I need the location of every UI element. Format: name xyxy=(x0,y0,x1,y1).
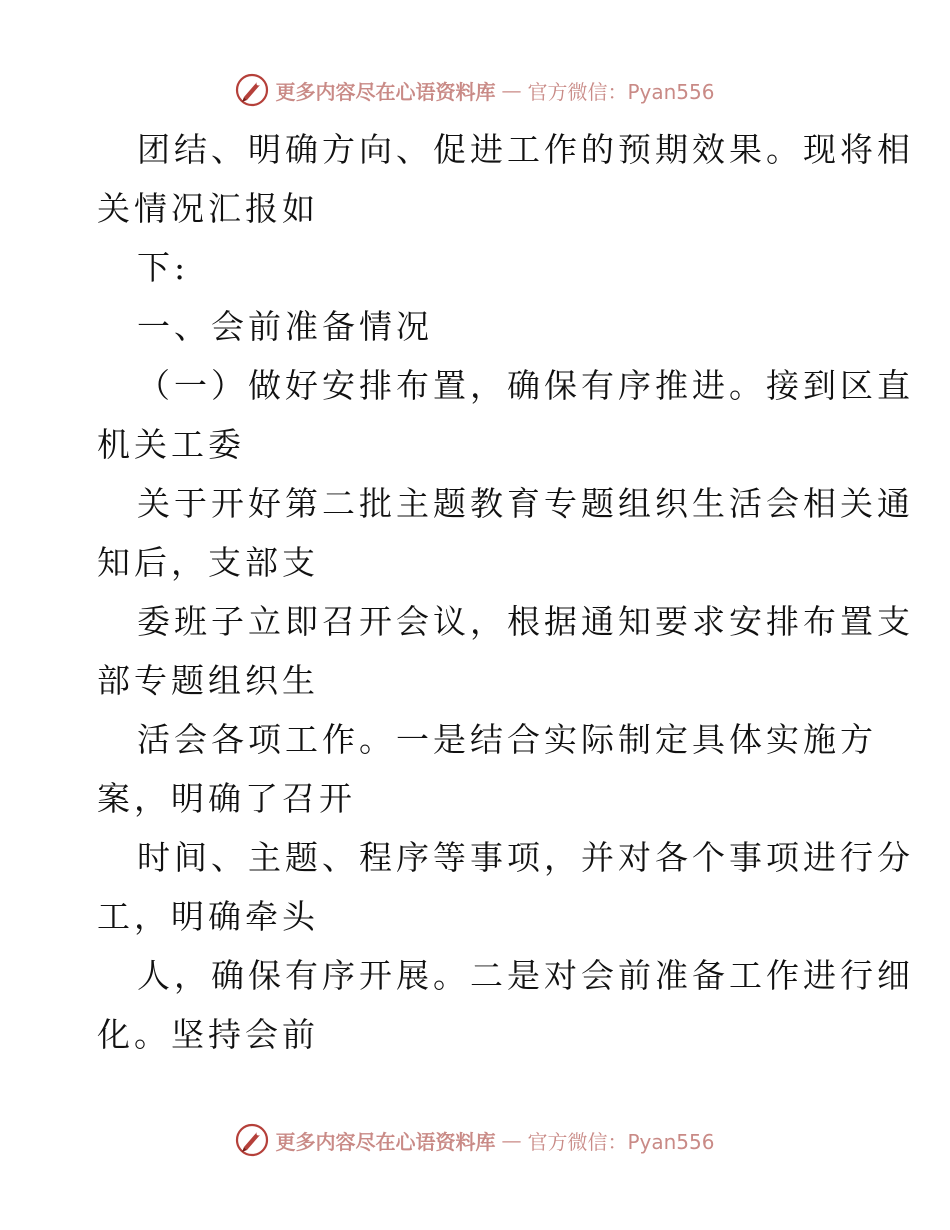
body-line: 团结、明确方向、促进工作的预期效果。现将相 xyxy=(137,130,914,169)
body-line: 化。坚持会前 xyxy=(97,1015,319,1054)
footer-watermark xyxy=(0,1120,950,1160)
body-line: （一）做好安排布置，确保有序推进。接到区直 xyxy=(137,366,914,405)
body-line: 机关工委 xyxy=(97,425,245,464)
body-line: 委班子立即召开会议，根据通知要求安排布置支 xyxy=(137,602,914,641)
body-line: 案，明确了召开 xyxy=(97,779,356,818)
document-body xyxy=(97,120,914,1064)
body-line: 时间、主题、程序等事项，并对各个事项进行分 xyxy=(137,838,914,877)
body-line: 工，明确牵头 xyxy=(97,897,319,936)
pen-logo-icon xyxy=(235,73,269,107)
watermark-wechat-text: 官方微信：Pyan556 xyxy=(527,79,715,104)
watermark-site-text: 更多内容尽在心语资料库 xyxy=(275,79,496,104)
watermark-wechat-text: 官方微信：Pyan556 xyxy=(527,1129,715,1154)
section-heading: 一、会前准备情况 xyxy=(137,307,433,346)
body-line: 下: xyxy=(137,248,190,287)
header-watermark xyxy=(0,70,950,110)
watermark-separator: — xyxy=(501,78,522,102)
watermark-separator: — xyxy=(501,1128,522,1152)
body-line: 知后，支部支 xyxy=(97,543,319,582)
body-line: 部专题组织生 xyxy=(97,661,319,700)
body-line: 活会各项工作。一是结合实际制定具体实施方 xyxy=(137,720,877,759)
body-line: 关于开好第二批主题教育专题组织生活会相关通 xyxy=(137,484,914,523)
pen-logo-icon xyxy=(235,1123,269,1157)
body-line: 关情况汇报如 xyxy=(97,189,319,228)
watermark-site-text: 更多内容尽在心语资料库 xyxy=(275,1129,496,1154)
body-line: 人，确保有序开展。二是对会前准备工作进行细 xyxy=(137,956,914,995)
